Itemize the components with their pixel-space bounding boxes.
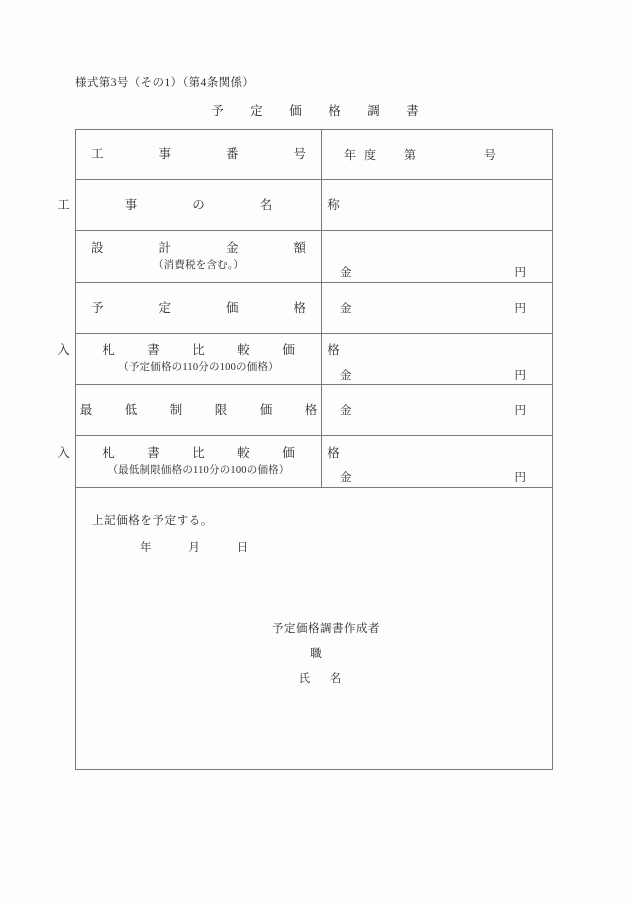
row-label-main: 工 事 の 名 称 [57,197,350,212]
row-label-main: 予 定 価 格 [91,300,317,315]
row-value-cell[interactable] [322,334,552,384]
table-row [57,180,552,231]
row-value-cell[interactable] [322,436,552,487]
table-row [76,283,552,334]
row-value-cell[interactable] [322,385,552,435]
row-label-cell [76,283,322,333]
row-label-main: 最 低 制 限 価 格 [79,402,328,417]
currency-suffix: 円 [514,303,526,315]
currency-prefix: 金 [340,370,352,382]
table-row [76,231,552,283]
row-label-main: 入 札 書 比 較 価 格 [57,445,350,460]
currency-suffix: 円 [514,370,526,382]
row-label-cell [57,436,350,487]
row-label-main: 工 事 番 号 [91,147,317,162]
declaration-area [76,488,552,769]
signature-post-label[interactable]: 職 [310,648,322,660]
row-label-cell [57,334,350,384]
row-value-cell[interactable] [322,283,552,333]
form-number: 様式第3号（その1）（第4条関係） [75,77,255,89]
row-label-cell [76,231,322,282]
row-label-cell [57,180,350,230]
date-field[interactable]: 年 月 日 [140,542,249,554]
currency-prefix: 金 [340,472,352,484]
row-label-main: 設 計 金 額 [91,240,317,255]
table-row [57,436,552,488]
table-rows [57,130,552,488]
row-label-cell [76,385,328,435]
currency-suffix: 円 [514,405,526,417]
currency-prefix: 金 [340,303,352,315]
currency-suffix: 円 [514,472,526,484]
row-value-cell[interactable] [322,180,552,230]
signature-title: 予定価格調書作成者 [272,623,380,635]
currency-suffix: 円 [514,267,526,279]
table-row [57,334,552,385]
row-value-cell[interactable] [322,130,552,179]
fiscal-year-number-field[interactable]: 年度 第 号 [344,148,505,162]
row-label-sub: （消費税を含む。） [152,259,245,271]
row-label-main: 入 札 書 比 較 価 格 [57,343,350,358]
table-row [76,385,552,436]
declaration-text: 上記価格を予定する。 [92,515,213,527]
document-title: 予 定 価 格 調 書 [211,104,426,118]
price-estimate-table [57,129,553,770]
signature-block [76,620,552,686]
currency-prefix: 金 [340,405,352,417]
row-label-sub: （予定価格の110分の100の価格） [118,362,279,374]
row-label-sub: （最低制限価格の110分の100の価格） [107,464,290,476]
row-value-cell[interactable] [322,231,552,282]
row-label-cell [76,130,322,179]
signature-name-label[interactable]: 氏 名 [298,673,346,685]
table-row [76,130,552,180]
currency-prefix: 金 [340,267,352,279]
